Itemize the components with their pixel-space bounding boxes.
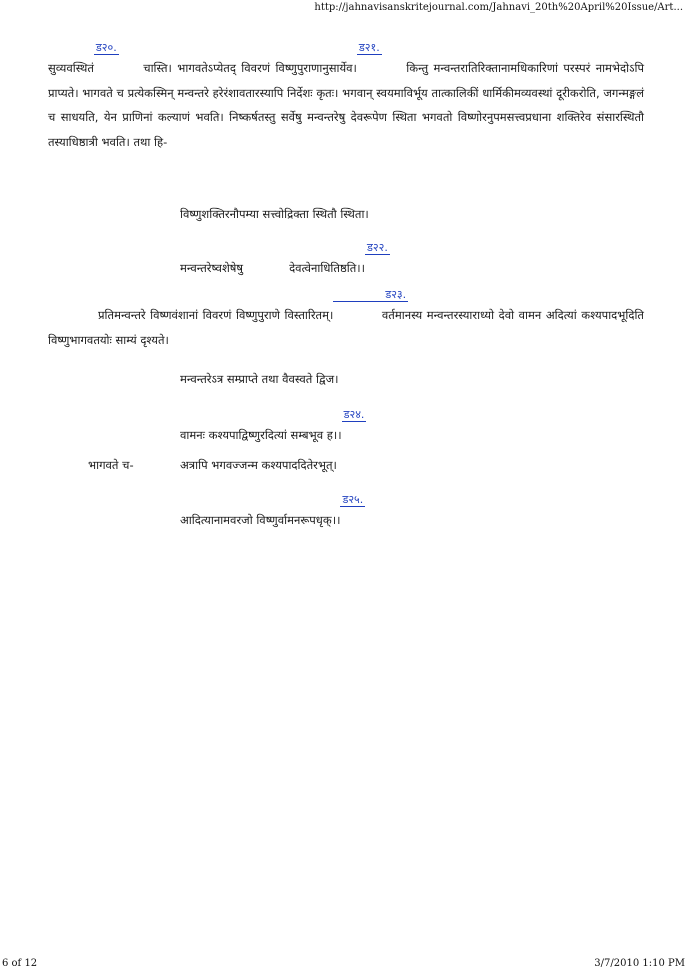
- verse-2-line-1: मन्वन्तरेऽत्र सम्प्राप्ते तथा वैवस्वते द्विज।: [180, 372, 339, 386]
- footnote-link-23[interactable]: ड२३.: [333, 288, 408, 302]
- footnote-ref-20[interactable]: [94, 41, 138, 72]
- footnote-ref-22[interactable]: [365, 241, 409, 272]
- verse-3-line-2: [180, 493, 384, 528]
- page-counter: 6 of 12: [2, 958, 38, 969]
- footnote-ref-21[interactable]: [357, 41, 401, 72]
- paragraph-2: [48, 288, 644, 352]
- footnote-ref-25[interactable]: [340, 493, 384, 524]
- footnote-link-24[interactable]: ड२४.: [343, 408, 365, 421]
- footnote-link-22[interactable]: ड२२.: [367, 241, 388, 254]
- footnote-link-21[interactable]: ड२१.: [358, 41, 380, 54]
- verse-1-line-2b: देवत्वेनाधितिष्ठति।।: [289, 261, 365, 275]
- print-datetime: 3/7/2010 1:10 PM: [594, 958, 685, 969]
- verse-1-line-2a: मन्वन्तरेष्वशेषेषु: [180, 261, 244, 275]
- verse-3-label: भागवते च-: [88, 458, 134, 472]
- verse-2-line-2: [180, 408, 386, 443]
- verse-3-line-2-text: आदित्यानामवरजो विष्णुर्वामनरूपधृक्।।: [180, 513, 341, 527]
- verse-1-line-2: [180, 241, 409, 276]
- para1-text-2: चास्ति। भागवतेऽप्येतद् विवरणं विष्णुपुराणानुसार्येव।: [137, 61, 357, 75]
- para2-text-2: वर्तमानस्य मन्वन्तरस्याराध्यो देवो वामन अदित्यां कश्यपादभूदिति विष्णुभागवतयोः साम्यं दृश्यते।: [48, 308, 644, 347]
- footnote-link-20[interactable]: ड२०.: [95, 41, 117, 54]
- para2-text-1: प्रतिमन्वन्तरे विष्णवंशानां विवरणं विष्णुपुराणे विस्तारितम्।: [98, 308, 334, 322]
- verse-3-line-1: अत्रापि भगवज्जन्म कश्यपाददितेरभूत्।: [180, 458, 337, 472]
- verse-2-line-2-text: वामनः कश्यपाद्विष्णुरदित्यां सम्बभूव ह।।: [180, 428, 342, 442]
- verse-1-line-1: विष्णुशक्तिरनौपम्या सत्त्वोद्रिक्ता स्थितौ स्थिता।: [180, 207, 369, 221]
- para1-text-3: किन्तु मन्वन्तरातिरिक्तानामधिकारिणां परस्परं नामभेदोऽपि प्राप्यते। भागवते च प्रत्येकस्मिन् मन्वन्तरे हरेरंशावतारस्यापि निर्देशः कृतः। भगवान् स्वयमाविर्भूय तात्कालिकीं धार्मिकीमव्यवस्थां दूरीकरोति, जगन्मङ्गलं च साधयति, येन प्राणिनां कल्याणं भवति। निष्कर्षतस्तु सर्वेषु मन्वन्तरेषु देवरूपेण स्थिता भगवतो विष्णोरनुपमसत्त्वप्रधाना शक्तिरेव संसारस्थितौ तस्याधिष्ठात्री भवति। तथा हि-: [48, 61, 644, 149]
- paragraph-1: [48, 41, 644, 154]
- footnote-ref-24[interactable]: [342, 408, 386, 439]
- footnote-ref-23[interactable]: [333, 288, 407, 319]
- header-url: http://jahnavisanskritejournal.com/Jahnavi_20th%20April%20Issue/Art...: [314, 2, 683, 13]
- para1-text-1: सुव्यवस्थितं: [48, 61, 94, 75]
- footnote-link-25[interactable]: ड२५.: [342, 493, 364, 506]
